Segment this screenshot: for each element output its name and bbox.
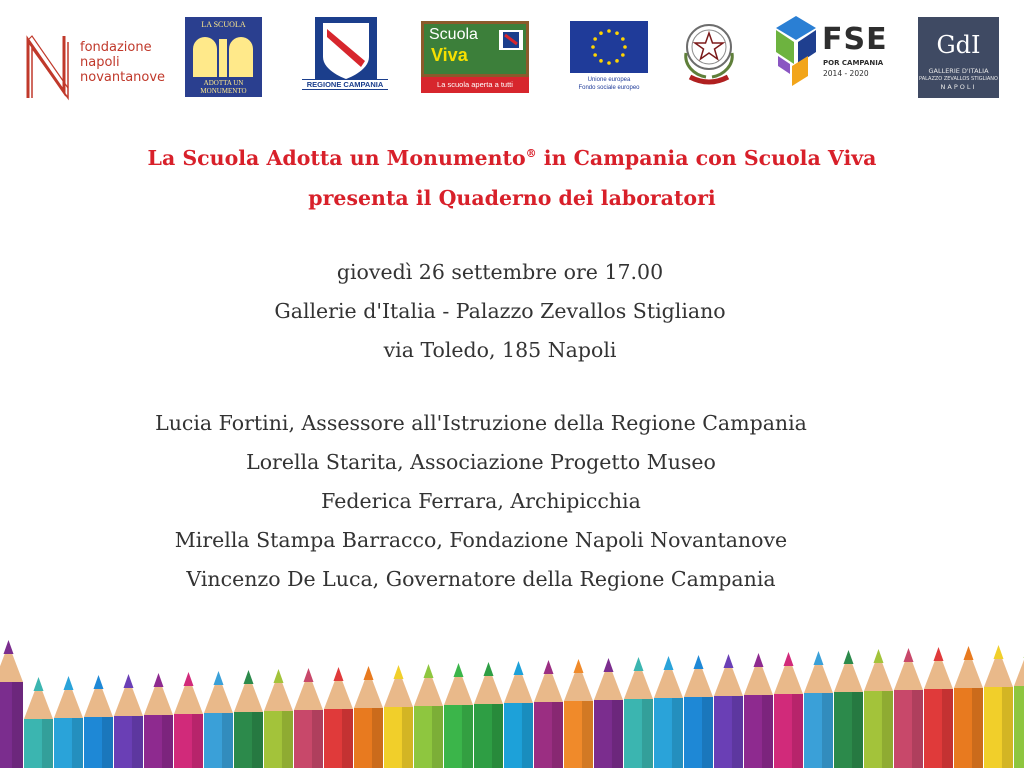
pencil: [234, 670, 263, 768]
pencil: [0, 640, 23, 768]
pencil: [144, 673, 173, 768]
pencil: [114, 674, 143, 768]
pencil: [924, 647, 953, 768]
event-address: via Toledo, 185 Napoli: [383, 338, 617, 362]
fse-program: POR CAMPANIA: [823, 59, 884, 67]
pencil: [534, 660, 563, 768]
fse-por-campania-logo: [772, 16, 892, 86]
fnn-monogram-icon: [24, 32, 72, 102]
pencil: [324, 667, 353, 768]
pencil: [54, 676, 83, 768]
fondazione-napoli-novantanove-logo: [24, 30, 174, 102]
fse-brand: FSE: [822, 22, 888, 57]
scuola-viva-word1: Scuola: [429, 26, 478, 43]
pencil: [984, 645, 1013, 768]
regione-campania-label: REGIONE CAMPANIA: [302, 79, 388, 90]
pencil: [294, 668, 323, 768]
fse-cube-icon: [772, 16, 820, 86]
pencil: [714, 654, 743, 768]
speaker-item: Federica Ferrara, Archipicchia: [321, 489, 641, 513]
pencil: [684, 655, 713, 768]
event-venue: Gallerie d'Italia - Palazzo Zevallos Stigliano: [274, 299, 726, 323]
pencil: [84, 675, 113, 768]
pencil: [864, 649, 893, 768]
gdi-monogram: GdI: [936, 31, 981, 59]
regione-campania-logo: [305, 17, 385, 97]
pencil: [264, 669, 293, 768]
pencil: [354, 666, 383, 768]
sam-logo-top-text: LA SCUOLA: [201, 20, 246, 29]
pencil: [744, 653, 773, 768]
gdi-caption: GALLERIE D'ITALIA PALAZZO ZEVALLOS STIGLIANO NAPOLI: [919, 67, 998, 91]
pencil: [24, 677, 53, 768]
pencil: [414, 664, 443, 768]
headline-line-2: presenta il Quaderno dei laboratori: [308, 186, 716, 210]
repubblica-italiana-emblem: [676, 13, 742, 87]
headline-line-1: La Scuola Adotta un Monumento® in Campania con Scuola Viva: [147, 146, 877, 170]
pencil: [774, 652, 803, 768]
speaker-item: Vincenzo De Luca, Governatore della Regione Campania: [186, 567, 776, 591]
pencil: [444, 663, 473, 768]
event-date: giovedì 26 settembre ore 17.00: [336, 260, 664, 284]
sam-logo-bottom-text: ADOTTA UN MONUMENTO: [200, 79, 247, 95]
colored-pencils-illustration: [0, 630, 1024, 768]
speaker-item: Mirella Stampa Barracco, Fondazione Napoli Novantanove: [174, 528, 788, 552]
pencil: [894, 648, 923, 768]
scuola-viva-word2: Viva: [431, 45, 468, 65]
pencil: [624, 657, 653, 768]
regione-badge-icon: [499, 30, 523, 50]
pencil: [564, 659, 593, 768]
italian-emblem-icon: [676, 13, 742, 87]
unione-europea-logo: [569, 21, 649, 93]
eu-caption: Unione europea Fondo sociale europeo: [578, 77, 640, 91]
speaker-item: Lucia Fortini, Assessore all'Istruzione della Regione Campania: [155, 411, 807, 435]
pencil: [204, 671, 233, 768]
fse-years: 2014 - 2020: [823, 69, 869, 78]
pencil: [1014, 644, 1024, 768]
eu-flag-icon: [570, 21, 648, 73]
pencil: [834, 650, 863, 768]
pencil: [594, 658, 623, 768]
fnn-wordmark: fondazione napoli novantanove: [80, 40, 166, 85]
pencil: [654, 656, 683, 768]
pencil: [474, 662, 503, 768]
scuola-viva-tagline: La scuola aperta a tutti: [421, 77, 529, 93]
scuola-adotta-monumento-logo: [185, 17, 262, 97]
pencil: [954, 646, 983, 768]
gallerie-italia-logo: [918, 17, 999, 98]
pencil: [804, 651, 833, 768]
scuola-viva-logo: [421, 21, 529, 93]
pencil: [504, 661, 533, 768]
speaker-item: Lorella Starita, Associazione Progetto Museo: [246, 450, 716, 474]
pencil: [384, 665, 413, 768]
speakers-list: [0, 410, 962, 605]
pencil: [174, 672, 203, 768]
